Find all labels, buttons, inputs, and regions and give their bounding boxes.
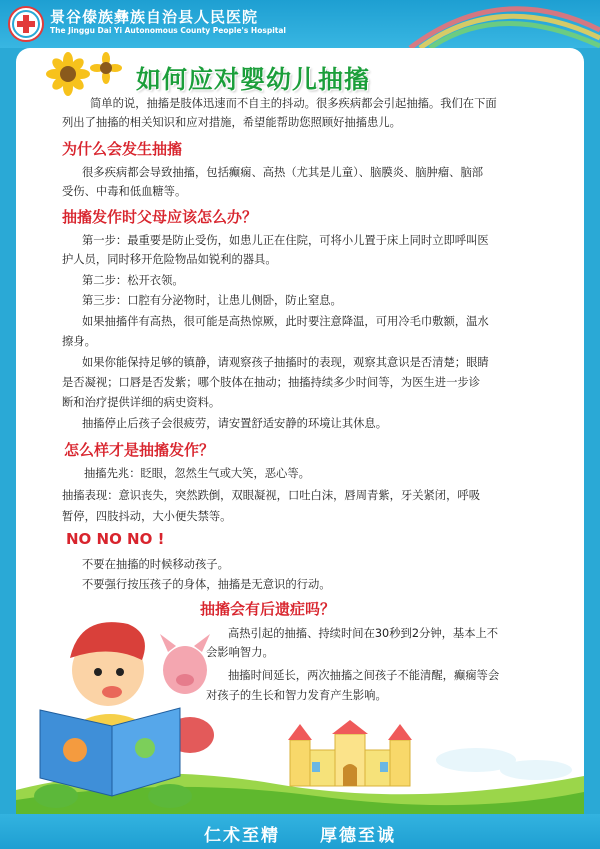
parents-line: 如果你能保持足够的镇静，请观察孩子抽搐时的表现，观察其意识是否清楚；眼睛: [82, 356, 489, 369]
motto-part-2: 厚德至诚: [319, 826, 396, 846]
page-title: 如何应对婴幼儿抽搐: [136, 65, 371, 94]
parents-line: 第二步：松开衣领。: [82, 274, 184, 287]
child-reading-illustration: [20, 600, 230, 810]
section-heading-why: 为什么会发生抽搐: [62, 140, 183, 158]
parents-line: 护人员，同时移开危险物品如锐利的器具。: [62, 253, 277, 266]
hospital-logo-icon: [8, 6, 44, 42]
parents-line: 是否凝视；口唇是否发紫；哪个肢体在抽动；抽搐持续多少时间等，为医生进一步诊: [62, 376, 480, 389]
after-line: 高热引起的抽搐、持续时间在30秒到2分钟，基本上不: [228, 627, 499, 640]
how-line: 抽搐先兆：眨眼，忽然生气或大笑，恶心等。: [84, 467, 310, 480]
how-line: 暂停，四肢抖动，大小便失禁等。: [62, 510, 232, 523]
parents-line: 第三步：口腔有分泌物时，让患儿侧卧，防止窒息。: [82, 294, 342, 307]
rainbow-decoration-icon: [400, 0, 600, 48]
after-line: 对孩子的生长和智力发育产生影响。: [206, 689, 387, 702]
section-heading-after: 抽搐会有后遗症吗？: [200, 600, 336, 618]
how-line: 抽搐表现：意识丧失，突然跌倒，双眼凝视，口吐白沫，唇周青紫，牙关紧闭，呼吸: [62, 489, 480, 502]
parents-line: 如果抽搐伴有高热，很可能是高热惊厥，此时要注意降温，可用冷毛巾敷额，温水: [82, 315, 489, 328]
section-heading-no: NO NO NO !: [66, 530, 165, 548]
intro-line: 简单的说，抽搐是肢体迅速而不自主的抖动。很多疾病都会引起抽搐。我们在下面: [90, 97, 497, 110]
parents-line: 擦身。: [62, 335, 96, 348]
after-line: 会影响智力。: [206, 646, 274, 659]
hospital-name-cn: 景谷傣族彝族自治县人民医院: [50, 8, 259, 26]
parents-line: 断和治疗提供详细的病史资料。: [62, 396, 221, 409]
parents-line: 抽搐停止后孩子会很疲劳，请安置舒适安静的环境让其休息。: [82, 417, 388, 430]
after-line: 抽搐时间延长，两次抽搐之间孩子不能清醒，癫痫等会: [228, 669, 500, 682]
why-line: 很多疾病都会导致抽搐，包括癫痫、高热（尤其是儿童）、脑膜炎、脑肿瘤、脑部: [82, 166, 484, 179]
motto-part-1: 仁术至精: [204, 826, 281, 846]
footer-bar: [0, 814, 600, 849]
intro-line: 列出了抽搐的相关知识和应对措施，希望能帮助您照顾好抽搐患儿。: [62, 116, 401, 129]
why-line: 受伤、中毒和低血糖等。: [62, 185, 187, 198]
castle-icon: [280, 720, 420, 790]
section-heading-how: 怎么样才是抽搐发作？: [64, 441, 215, 459]
parents-line: 第一步：最重要是防止受伤，如患儿正在住院，可将小儿置于床上同时立即呼叫医: [82, 234, 489, 247]
footer-motto: [0, 821, 600, 846]
hospital-name-en: The Jinggu Dai Yi Autonomous County People's Hospital: [50, 26, 286, 35]
sunflower-icon: [44, 52, 134, 98]
no-line: 不要强行按压孩子的身体，抽搐是无意识的行动。: [82, 578, 331, 591]
section-heading-parents: 抽搐发作时父母应该怎么办？: [62, 208, 258, 226]
header-bar: [0, 0, 600, 48]
no-line: 不要在抽搐的时候移动孩子。: [82, 558, 229, 571]
